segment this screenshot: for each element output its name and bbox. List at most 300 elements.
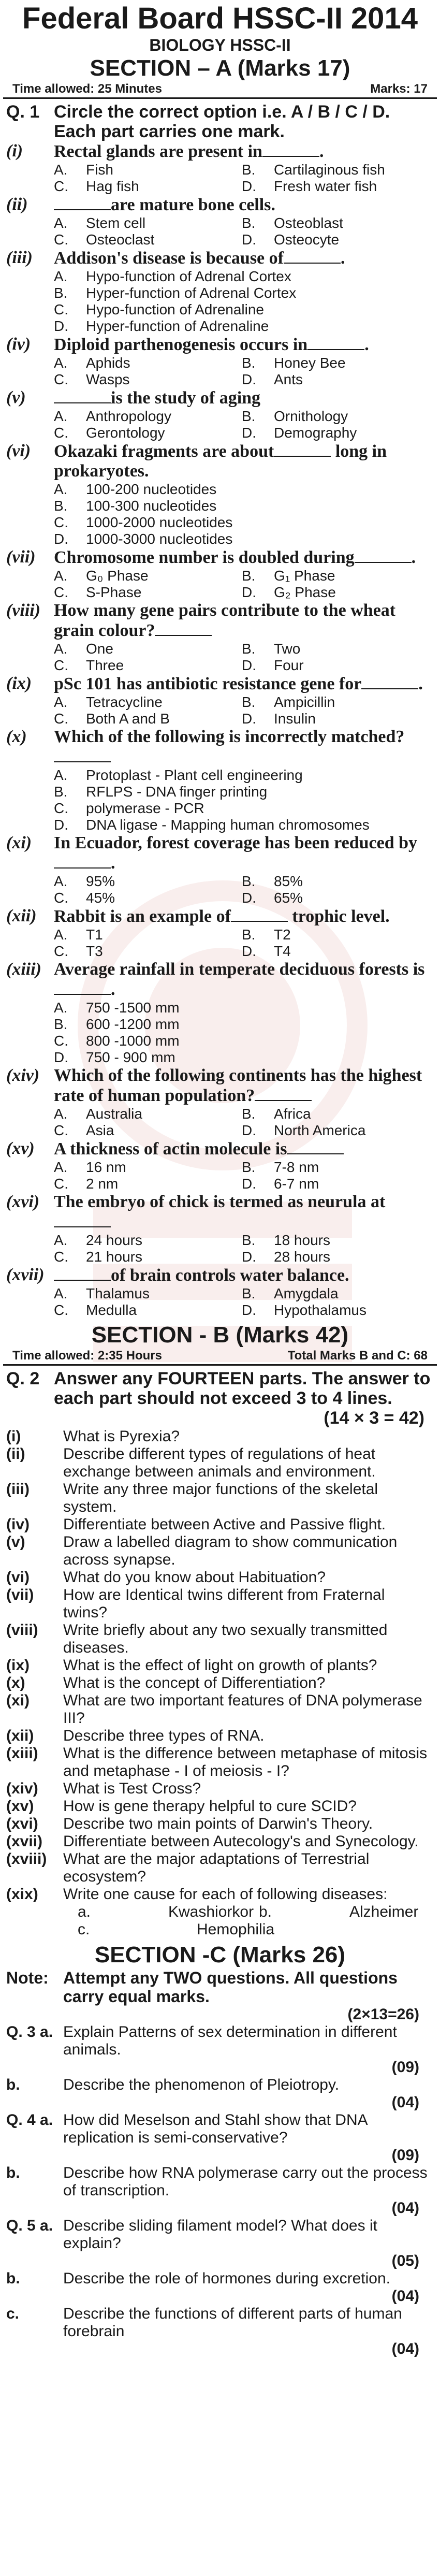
- mcq-options: [0, 481, 440, 547]
- mcq-stem: [54, 248, 433, 268]
- option: [54, 355, 242, 371]
- option-text: Four: [274, 657, 304, 673]
- option-text: Honey Bee: [274, 355, 346, 371]
- answer-blank: [255, 1086, 312, 1101]
- option: [54, 584, 242, 601]
- option-text: T1: [86, 927, 103, 943]
- option-text: Asia: [86, 1122, 114, 1138]
- option-letter: A.: [54, 568, 68, 584]
- option: [54, 711, 242, 727]
- option-text: North America: [274, 1122, 366, 1138]
- answer-blank: [54, 747, 111, 762]
- long-question-marks: (04): [391, 2340, 419, 2357]
- mcq-stem: [54, 833, 433, 873]
- option-letter: A.: [54, 927, 68, 943]
- short-question-text: What is the effect of light on growth of plants?: [63, 1657, 377, 1674]
- mcq-options: [0, 1000, 440, 1066]
- option-text: Thalamus: [86, 1285, 150, 1301]
- option: [54, 215, 242, 231]
- option-text: Osteoclast: [86, 231, 155, 248]
- option-text: 600 -1200 mm: [86, 1016, 180, 1032]
- option-row: [54, 231, 430, 248]
- answer-blank: [361, 674, 418, 689]
- option-letter: B.: [242, 162, 256, 178]
- short-question-text: Draw a labelled diagram to show communication across synapse.: [63, 1533, 398, 1568]
- option-row: [54, 1159, 430, 1176]
- option: [242, 231, 430, 248]
- long-question-number: b.: [6, 2076, 20, 2093]
- option-row: [54, 514, 430, 531]
- mcq-stem-text: The embryo of chick is termed as neurula at: [54, 1192, 386, 1211]
- section-b-time: Time allowed: 2:35 Hours: [12, 1349, 162, 1363]
- option-text: T3: [86, 943, 103, 959]
- page-title: Federal Board HSSC-II 2014: [22, 2, 418, 35]
- mcq-stem-text: Average rainfall in temperate deciduous forests is: [54, 960, 425, 979]
- short-question: [0, 1516, 440, 1533]
- mcq-stem-text: Which of the following is incorrectly matched?: [54, 727, 405, 746]
- long-question-list: [0, 2023, 440, 2358]
- q2-number: Q. 2: [6, 1369, 40, 1388]
- mcq-number: (xii): [6, 906, 37, 925]
- page-subtitle: BIOLOGY HSSC-II: [149, 36, 291, 54]
- mcq-options: [0, 767, 440, 833]
- short-question-text: Describe three types of RNA.: [63, 1727, 265, 1744]
- short-question: [0, 1481, 440, 1516]
- disease-row-2: [0, 1921, 440, 1938]
- option: [242, 657, 430, 674]
- option-row: [54, 1249, 430, 1265]
- option: [54, 285, 430, 301]
- short-question: [0, 1428, 440, 1445]
- option-letter: B.: [242, 1285, 256, 1301]
- short-question: [0, 1569, 440, 1586]
- mcq-number: (iv): [6, 335, 31, 354]
- option: [54, 927, 242, 943]
- short-question-number: (xix): [6, 1886, 38, 1903]
- long-question-text: Describe the functions of different parts of human forebrain: [63, 2305, 402, 2340]
- option-row: [54, 355, 430, 371]
- long-question-marks: (04): [391, 2094, 419, 2111]
- mcq-options: [0, 568, 440, 601]
- answer-blank: [355, 547, 412, 563]
- option-letter: C.: [54, 800, 68, 816]
- mcq-stem-text: Okazaki fragments are about: [54, 442, 274, 461]
- option: [54, 1000, 430, 1016]
- disease-kwashiorkor: Kwashiorkor: [168, 1903, 254, 1920]
- long-question-text: How did Meselson and Stahl show that DNA replication is semi-conservative?: [63, 2111, 367, 2146]
- mcq-question: [0, 906, 440, 927]
- mcq-question: [0, 441, 440, 481]
- disease-alzheimer: Alzheimer: [349, 1903, 419, 1920]
- q1-number: Q. 1: [6, 102, 40, 122]
- option: [242, 408, 430, 425]
- mcq-stem-tail: .: [111, 980, 115, 999]
- option-letter: B.: [54, 1016, 68, 1032]
- note-marks: (2×13=26): [347, 2006, 419, 2023]
- option: [54, 531, 430, 547]
- option: [242, 1249, 430, 1265]
- mcq-stem-tail: .: [340, 249, 345, 268]
- option-letter: A.: [54, 408, 68, 424]
- answer-blank: [274, 441, 331, 457]
- option-letter: B.: [242, 1159, 256, 1175]
- option-row: [54, 694, 430, 711]
- mcq-number: (vii): [6, 547, 36, 567]
- short-question-text: How are Identical twins different from Fraternal twins?: [63, 1586, 385, 1621]
- q1-instruction: Circle the correct option i.e. A / B / C / D. Each part carries one mark.: [54, 102, 390, 141]
- option: [54, 1016, 430, 1033]
- long-question: [0, 2217, 440, 2252]
- option-letter: D.: [242, 1249, 256, 1265]
- option-row: [54, 1232, 430, 1249]
- option-letter: B.: [242, 215, 256, 231]
- option-letter: A.: [54, 694, 68, 710]
- long-question-number: b.: [6, 2270, 20, 2287]
- short-question-text: Differentiate between Active and Passive flight.: [63, 1516, 386, 1533]
- mcq-question: [0, 141, 440, 162]
- long-question: [0, 2111, 440, 2147]
- option-text: 800 -1000 mm: [86, 1033, 180, 1049]
- mcq-options: [0, 268, 440, 335]
- option: [242, 1122, 430, 1139]
- option-text: Hyper-function of Adrenal Cortex: [86, 285, 297, 301]
- option: [54, 1106, 242, 1122]
- option-row: [54, 584, 430, 601]
- disease-letter-c: c.: [78, 1921, 90, 1938]
- option: [54, 514, 430, 531]
- short-question-number: (xv): [6, 1798, 34, 1815]
- option: [242, 371, 430, 388]
- mcq-question: [0, 1192, 440, 1232]
- answer-blank: [54, 1265, 111, 1281]
- mcq-stem: [54, 335, 433, 355]
- option-text: Ampicillin: [274, 694, 335, 710]
- mcq-number: (xvii): [6, 1265, 45, 1284]
- option-text: Osteoblast: [274, 215, 343, 231]
- option-letter: C.: [54, 584, 68, 600]
- long-question-marks: (05): [391, 2252, 419, 2269]
- answer-blank: [155, 620, 212, 636]
- option-letter: A.: [54, 481, 68, 497]
- option-text: 21 hours: [86, 1249, 142, 1265]
- option-row: [54, 1049, 430, 1066]
- long-question-number: b.: [6, 2164, 20, 2181]
- answer-blank: [284, 248, 341, 264]
- option-letter: D.: [54, 817, 68, 833]
- mcq-options: [0, 355, 440, 388]
- long-question-number: Q. 3 a.: [6, 2023, 53, 2040]
- mcq-stem-text: Chromosome number is doubled during: [54, 548, 355, 567]
- mcq-number: (xi): [6, 833, 32, 852]
- mcq-stem: [54, 388, 433, 408]
- option-text: RFLPS - DNA finger printing: [86, 784, 268, 800]
- short-question: [0, 1445, 440, 1481]
- short-question-number: (xviii): [6, 1850, 47, 1868]
- option-text: Insulin: [274, 711, 316, 727]
- option-row: [54, 1176, 430, 1192]
- mcq-number: (i): [6, 141, 23, 161]
- option: [54, 817, 430, 833]
- option-text: Fish: [86, 162, 113, 178]
- disease-hemophilia: Hemophilia: [197, 1921, 275, 1938]
- option-letter: D.: [242, 657, 256, 673]
- short-question: [0, 1533, 440, 1569]
- option: [54, 568, 242, 584]
- option-letter: B.: [242, 355, 256, 371]
- option-letter: D.: [242, 178, 256, 194]
- q2-instruction: Answer any FOURTEEN parts. The answer to each part should not exceed 3 to 4 lines.: [54, 1369, 431, 1408]
- mcq-stem-text: How many gene pairs contribute to the wheat grain colour?: [54, 601, 396, 640]
- mcq-question: [0, 674, 440, 694]
- short-question-number: (xvii): [6, 1833, 43, 1850]
- short-question-text: Describe different types of regulations of heat exchange between animals and environment.: [63, 1445, 376, 1480]
- mcq-stem-text: Addison's disease is because of: [54, 249, 284, 268]
- mcq-question: [0, 335, 440, 355]
- option-letter: A.: [54, 767, 68, 783]
- option: [54, 1176, 242, 1192]
- mcq-question: [0, 833, 440, 873]
- option: [242, 162, 430, 178]
- option-letter: C.: [54, 1122, 68, 1138]
- mcq-stem-tail: .: [319, 142, 324, 161]
- option-row: [54, 800, 430, 817]
- option-text: 16 nm: [86, 1159, 126, 1175]
- option-text: T2: [274, 927, 291, 943]
- mcq-stem-text: Which of the following continents has the highest rate of human population?: [54, 1066, 422, 1105]
- long-question-text: Describe the role of hormones during excretion.: [63, 2270, 390, 2287]
- option-letter: C.: [54, 371, 68, 387]
- option-row: [54, 285, 430, 301]
- option-text: 750 -1500 mm: [86, 1000, 180, 1016]
- option-letter: B.: [54, 498, 68, 514]
- long-question-marks: (04): [391, 2288, 419, 2305]
- option: [54, 408, 242, 425]
- short-question-text: Write any three major functions of the skeletal system.: [63, 1481, 378, 1515]
- option-letter: C.: [54, 943, 68, 959]
- option: [54, 371, 242, 388]
- option-text: 24 hours: [86, 1232, 142, 1248]
- option: [242, 641, 430, 657]
- option-text: G₀ Phase: [86, 568, 149, 584]
- option: [242, 1176, 430, 1192]
- mcq-options: [0, 162, 440, 195]
- option-text: Ornithology: [274, 408, 348, 424]
- section-a-title: SECTION – A (Marks 17): [90, 55, 350, 81]
- mcq-stem-tail: .: [111, 853, 115, 873]
- option-letter: C.: [54, 1033, 68, 1049]
- option-text: Cartilaginous fish: [274, 162, 385, 178]
- option-text: 95%: [86, 873, 115, 889]
- mcq-question: [0, 388, 440, 408]
- option-letter: D.: [242, 1122, 256, 1138]
- mcq-options: [0, 1232, 440, 1265]
- mcq-stem: [54, 674, 433, 694]
- option-row: [54, 481, 430, 498]
- mcq-stem-tail: .: [411, 548, 416, 567]
- option: [54, 890, 242, 906]
- answer-blank: [262, 141, 319, 157]
- option-letter: D.: [242, 1302, 256, 1318]
- option-letter: C.: [54, 657, 68, 673]
- mcq-question: [0, 248, 440, 268]
- option-text: Hypo-function of Adrenal Cortex: [86, 268, 291, 284]
- option-letter: D.: [54, 1049, 68, 1065]
- short-question-number: (x): [6, 1674, 25, 1691]
- mcq-question: [0, 547, 440, 568]
- option: [242, 568, 430, 584]
- option-row: [54, 817, 430, 833]
- option-text: Aphids: [86, 355, 130, 371]
- option-letter: B.: [242, 1106, 256, 1122]
- long-question: [0, 2164, 440, 2199]
- option-row: [54, 1016, 430, 1033]
- option-row: [54, 1302, 430, 1319]
- mcq-stem-tail: trophic level.: [287, 907, 390, 926]
- mcq-options: [0, 408, 440, 441]
- short-question-text: What is Test Cross?: [63, 1780, 201, 1797]
- option-letter: C.: [54, 1302, 68, 1318]
- mcq-stem: [54, 1265, 433, 1285]
- option-letter: D.: [54, 531, 68, 547]
- long-question-number: c.: [6, 2305, 20, 2322]
- option: [242, 355, 430, 371]
- mcq-stem: [54, 1192, 433, 1232]
- long-question-marks: (09): [391, 2147, 419, 2164]
- mcq-options: [0, 1285, 440, 1319]
- option: [242, 927, 430, 943]
- short-question-number: (xii): [6, 1727, 34, 1744]
- short-question-text: What are two important features of DNA polymerase III?: [63, 1692, 422, 1727]
- option-letter: A.: [54, 268, 68, 284]
- short-question: [0, 1886, 440, 1903]
- answer-blank: [54, 388, 111, 403]
- option: [54, 301, 430, 318]
- option-text: 1000-3000 nucleotides: [86, 531, 233, 547]
- short-question: [0, 1815, 440, 1833]
- option-letter: B.: [242, 927, 256, 943]
- mcq-stem-tail: long in prokaryotes.: [54, 442, 387, 481]
- option-row: [54, 531, 430, 547]
- option: [242, 178, 430, 195]
- option-letter: D.: [242, 1176, 256, 1192]
- mcq-number: (ix): [6, 674, 32, 693]
- option-row: [54, 711, 430, 727]
- option: [54, 1049, 430, 1066]
- section-a-time: Time allowed: 25 Minutes: [12, 82, 162, 96]
- mcq-stem-tail: is the study of aging: [111, 388, 261, 408]
- short-question-text: What is the difference between metaphase of mitosis and metaphase - I of meiosis - I?: [63, 1745, 428, 1779]
- option: [54, 425, 242, 441]
- option: [54, 641, 242, 657]
- option: [54, 943, 242, 960]
- mcq-question: [0, 727, 440, 767]
- option-letter: A.: [54, 1106, 68, 1122]
- mcq-stem-text: In Ecuador, forest coverage has been reduced by: [54, 833, 418, 852]
- mcq-number: (xiv): [6, 1066, 40, 1085]
- answer-blank: [307, 335, 364, 350]
- mcq-stem: [54, 960, 433, 1000]
- disease-letter-b: b.: [259, 1903, 272, 1920]
- short-question-number: (vi): [6, 1569, 30, 1586]
- option-text: Protoplast - Plant cell engineering: [86, 767, 303, 783]
- short-question: [0, 1692, 440, 1727]
- short-question: [0, 1745, 440, 1780]
- option-text: 750 - 900 mm: [86, 1049, 175, 1065]
- option-text: Osteocyte: [274, 231, 340, 248]
- option-letter: C.: [54, 514, 68, 530]
- option-row: [54, 767, 430, 784]
- mcq-number: (iii): [6, 248, 33, 267]
- option: [54, 767, 430, 784]
- long-question-text: Describe how RNA polymerase carry out the process of transcription.: [63, 2164, 428, 2199]
- mcq-question: [0, 195, 440, 215]
- section-a-marks: Marks: 17: [370, 82, 428, 96]
- option-letter: B.: [242, 408, 256, 424]
- mcq-stem: [54, 547, 433, 568]
- option-row: [54, 371, 430, 388]
- short-question-number: (v): [6, 1533, 25, 1551]
- mcq-question: [0, 1265, 440, 1285]
- mcq-stem-tail: .: [364, 335, 369, 354]
- mcq-question: [0, 960, 440, 1000]
- q1-header: [0, 102, 440, 141]
- option-text: 6-7 nm: [274, 1176, 319, 1192]
- option: [54, 1249, 242, 1265]
- short-question-text: Describe two main points of Darwin's Theory.: [63, 1815, 373, 1832]
- mcq-stem-tail: are mature bone cells.: [111, 195, 275, 214]
- section-b-title: SECTION - B (Marks 42): [91, 1322, 349, 1348]
- option-row: [54, 943, 430, 960]
- option: [54, 231, 242, 248]
- short-question-number: (ii): [6, 1445, 25, 1463]
- option-row: [54, 318, 430, 335]
- section-b-time-row: [3, 1349, 437, 1366]
- option-row: [54, 1106, 430, 1122]
- short-question: [0, 1586, 440, 1622]
- option-letter: A.: [54, 355, 68, 371]
- option-row: [54, 215, 430, 231]
- long-question-number: Q. 5 a.: [6, 2217, 53, 2234]
- mcq-options: [0, 1159, 440, 1192]
- option-text: Gerontology: [86, 425, 165, 441]
- mcq-stem-text: Rectal glands are present in: [54, 142, 262, 161]
- long-question: [0, 2076, 440, 2094]
- option-letter: C.: [54, 425, 68, 441]
- option-text: 2 nm: [86, 1176, 119, 1192]
- option-row: [54, 162, 430, 178]
- option-row: [54, 1285, 430, 1302]
- answer-blank: [54, 853, 111, 869]
- mcq-options: [0, 694, 440, 727]
- short-question-number: (vii): [6, 1586, 34, 1603]
- option-letter: B.: [242, 568, 256, 584]
- option-text: Hyper-function of Adrenaline: [86, 318, 269, 334]
- option-letter: C.: [54, 178, 68, 194]
- mcq-stem-text: Rabbit is an example of: [54, 907, 231, 926]
- option: [242, 1159, 430, 1176]
- answer-blank: [231, 906, 288, 922]
- option-text: 65%: [274, 890, 303, 906]
- option-text: 18 hours: [274, 1232, 330, 1248]
- short-question: [0, 1622, 440, 1657]
- option-row: [54, 425, 430, 441]
- option-text: Demography: [274, 425, 357, 441]
- option-text: G₁ Phase: [274, 568, 335, 584]
- option-letter: D.: [242, 231, 256, 248]
- short-question-number: (i): [6, 1428, 21, 1445]
- mcq-stem: [54, 601, 433, 641]
- mcq-stem: [54, 141, 433, 162]
